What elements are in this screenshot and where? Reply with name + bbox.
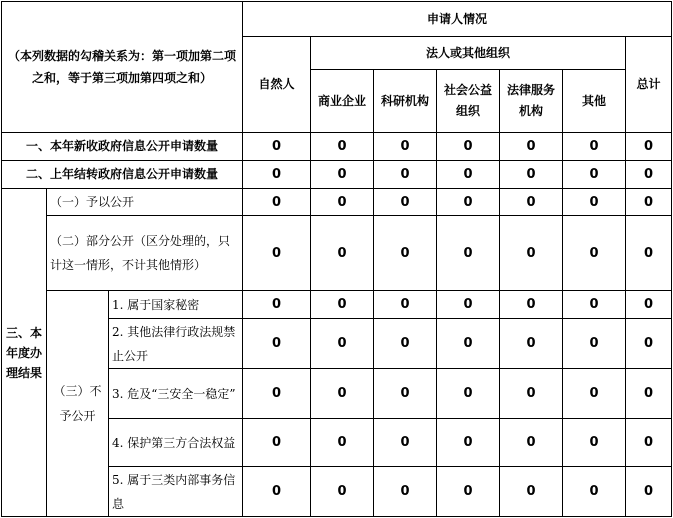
cell-value: 0 bbox=[374, 467, 437, 517]
cell-value: 0 bbox=[626, 216, 672, 291]
row-label: 二、上年结转政府信息公开申请数量 bbox=[2, 161, 243, 189]
cell-value: 0 bbox=[500, 133, 563, 161]
cell-value: 0 bbox=[626, 189, 672, 216]
relation-note: （本列数据的勾稽关系为：第一项加第二项之和，等于第三项加第四项之和） bbox=[2, 2, 243, 133]
row-label: （一）予以公开 bbox=[47, 189, 243, 216]
cell-value: 0 bbox=[243, 189, 311, 216]
cell-value: 0 bbox=[311, 161, 374, 189]
social-header: 社会公益组织 bbox=[437, 70, 500, 133]
cell-value: 0 bbox=[437, 319, 500, 369]
cell-value: 0 bbox=[374, 369, 437, 419]
cell-value: 0 bbox=[563, 369, 626, 419]
table-row bbox=[2, 189, 672, 216]
cell-value: 0 bbox=[500, 319, 563, 369]
cell-value: 0 bbox=[500, 291, 563, 319]
cell-value: 0 bbox=[243, 216, 311, 291]
legal-service-header: 法律服务机构 bbox=[500, 70, 563, 133]
row-label: 3. 危及“三安全一稳定” bbox=[109, 369, 243, 419]
cell-value: 0 bbox=[243, 319, 311, 369]
cell-value: 0 bbox=[563, 133, 626, 161]
cell-value: 0 bbox=[626, 133, 672, 161]
section-3-label: 三、本年度办理结果 bbox=[2, 189, 47, 517]
cell-value: 0 bbox=[437, 216, 500, 291]
cell-value: 0 bbox=[311, 133, 374, 161]
research-header: 科研机构 bbox=[374, 70, 437, 133]
cell-value: 0 bbox=[374, 133, 437, 161]
cell-value: 0 bbox=[500, 216, 563, 291]
legal-group-header: 法人或其他组织 bbox=[311, 37, 626, 70]
cell-value: 0 bbox=[374, 319, 437, 369]
cell-value: 0 bbox=[626, 291, 672, 319]
table-row bbox=[2, 161, 672, 189]
cell-value: 0 bbox=[500, 419, 563, 467]
table-row bbox=[2, 291, 672, 319]
table-row bbox=[2, 133, 672, 161]
cell-value: 0 bbox=[311, 216, 374, 291]
cell-value: 0 bbox=[626, 319, 672, 369]
cell-value: 0 bbox=[563, 161, 626, 189]
cell-value: 0 bbox=[626, 161, 672, 189]
cell-value: 0 bbox=[500, 161, 563, 189]
cell-value: 0 bbox=[243, 161, 311, 189]
cell-value: 0 bbox=[563, 419, 626, 467]
total-header: 总计 bbox=[626, 37, 672, 133]
cell-value: 0 bbox=[374, 216, 437, 291]
cell-value: 0 bbox=[437, 189, 500, 216]
cell-value: 0 bbox=[243, 369, 311, 419]
cell-value: 0 bbox=[437, 467, 500, 517]
cell-value: 0 bbox=[500, 189, 563, 216]
cell-value: 0 bbox=[311, 467, 374, 517]
cell-value: 0 bbox=[374, 419, 437, 467]
row-label: 4. 保护第三方合法权益 bbox=[109, 419, 243, 467]
table-row bbox=[2, 216, 672, 291]
cell-value: 0 bbox=[626, 467, 672, 517]
cell-value: 0 bbox=[311, 319, 374, 369]
cell-value: 0 bbox=[437, 133, 500, 161]
cell-value: 0 bbox=[437, 161, 500, 189]
cell-value: 0 bbox=[311, 291, 374, 319]
row-label: 1. 属于国家秘密 bbox=[109, 291, 243, 319]
cell-value: 0 bbox=[563, 216, 626, 291]
row-label: 一、本年新收政府信息公开申请数量 bbox=[2, 133, 243, 161]
cell-value: 0 bbox=[626, 369, 672, 419]
cell-value: 0 bbox=[243, 419, 311, 467]
disclosure-statistics-table bbox=[1, 1, 672, 517]
cell-value: 0 bbox=[243, 133, 311, 161]
natural-person-header: 自然人 bbox=[243, 37, 311, 133]
cell-value: 0 bbox=[311, 419, 374, 467]
cell-value: 0 bbox=[437, 369, 500, 419]
cell-value: 0 bbox=[437, 291, 500, 319]
cell-value: 0 bbox=[374, 161, 437, 189]
cell-value: 0 bbox=[374, 291, 437, 319]
other-header: 其他 bbox=[563, 70, 626, 133]
applicant-header: 申请人情况 bbox=[243, 2, 672, 37]
cell-value: 0 bbox=[311, 189, 374, 216]
cell-value: 0 bbox=[563, 467, 626, 517]
cell-value: 0 bbox=[243, 467, 311, 517]
cell-value: 0 bbox=[563, 291, 626, 319]
cell-value: 0 bbox=[243, 291, 311, 319]
row-label: 5. 属于三类内部事务信息 bbox=[109, 467, 243, 517]
row-label: 2. 其他法律行政法规禁止公开 bbox=[109, 319, 243, 369]
cell-value: 0 bbox=[437, 419, 500, 467]
row-label: （二）部分公开（区分处理的，只计这一情形，不计其他情形） bbox=[47, 216, 243, 291]
cell-value: 0 bbox=[311, 369, 374, 419]
cell-value: 0 bbox=[563, 189, 626, 216]
cell-value: 0 bbox=[563, 319, 626, 369]
group-3c-label: （三）不予公开 bbox=[47, 291, 109, 517]
business-header: 商业企业 bbox=[311, 70, 374, 133]
cell-value: 0 bbox=[374, 189, 437, 216]
cell-value: 0 bbox=[626, 419, 672, 467]
cell-value: 0 bbox=[500, 467, 563, 517]
cell-value: 0 bbox=[500, 369, 563, 419]
